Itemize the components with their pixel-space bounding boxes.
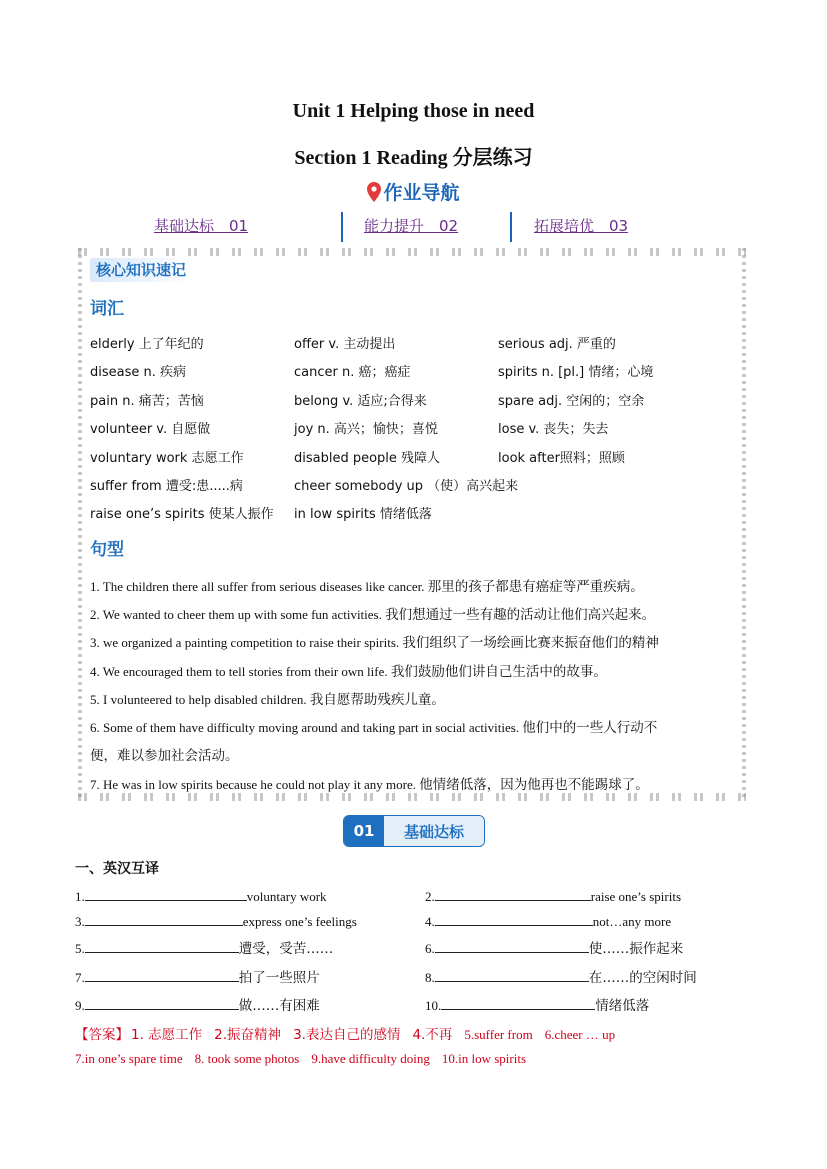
badge-number: 01 bbox=[344, 816, 384, 846]
answer-item: 9.have difficulty doing bbox=[311, 1051, 430, 1066]
vocab-item: spirits n. [pl.] 情绪；心境 bbox=[498, 365, 654, 380]
level-badge-basic bbox=[343, 815, 485, 847]
location-pin-icon bbox=[367, 182, 381, 207]
nav-link-extension[interactable]: 拓展培优 03 bbox=[534, 217, 629, 235]
answer-item: 8. took some photos bbox=[194, 1051, 300, 1066]
core-knowledge-kicker: 核心知识速记 bbox=[90, 258, 192, 282]
nav-link-ability[interactable]: 能力提升 02 bbox=[364, 217, 459, 235]
exercise-item: 5. 遭受，受苦…… bbox=[75, 941, 334, 957]
exercise-item: 10. 情绪低落 bbox=[425, 998, 650, 1014]
vocab-item: lose v. 丧失；失去 bbox=[498, 422, 609, 437]
nav-divider bbox=[510, 212, 512, 242]
sentence-item: 7. He was in low spirits because he could not play it any more. 他情绪低落，因为他再也不能踢球了。 bbox=[90, 777, 649, 793]
answer-line-2 bbox=[75, 1051, 538, 1067]
vocab-item: serious adj. 严重的 bbox=[498, 337, 616, 352]
answer-item: 4.不再 bbox=[412, 1027, 453, 1043]
vocab-item: voluntary work 志愿工作 bbox=[90, 451, 244, 466]
page-title: Unit 1 Helping those in need bbox=[292, 100, 535, 122]
homework-nav-heading bbox=[0, 178, 827, 207]
answer-blank[interactable] bbox=[435, 969, 589, 982]
answer-blank[interactable] bbox=[85, 969, 239, 982]
vocab-item: disease n. 疾病 bbox=[90, 365, 187, 380]
answer-blank[interactable] bbox=[85, 940, 239, 953]
nav-link-basic[interactable]: 基础达标 01 bbox=[154, 217, 249, 235]
exercise-item: 2. raise one’s spirits bbox=[425, 889, 682, 904]
exercise-item: 4. not…any more bbox=[425, 914, 672, 929]
answer-item: 1. 志愿工作 bbox=[131, 1027, 203, 1043]
answer-blank[interactable] bbox=[435, 913, 593, 926]
answer-item: 10.in low spirits bbox=[441, 1051, 527, 1066]
section-title: 一、英汉互译 bbox=[75, 861, 159, 877]
sentence-heading: 句型 bbox=[90, 540, 124, 560]
vocab-item: pain n. 痛苦；苦恼 bbox=[90, 394, 204, 409]
answer-blank[interactable] bbox=[85, 913, 243, 926]
vocab-item: cheer somebody up （使）高兴起来 bbox=[294, 479, 519, 494]
sentence-item: 2. We wanted to cheer them up with some fun activities. 我们想通过一些有趣的活动让他们高兴起来。 bbox=[90, 607, 656, 623]
vocab-item: raise one’s spirits 使某人振作 bbox=[90, 507, 274, 522]
sentence-item: 3. we organized a painting competition to raise their spirits. 我们组织了一场绘画比赛来振奋他们的精神 bbox=[90, 635, 659, 651]
exercise-item: 9. 做……有困难 bbox=[75, 998, 320, 1014]
exercise-item: 3. express one’s feelings bbox=[75, 914, 357, 929]
vocab-item: belong v. 适应;合得来 bbox=[294, 394, 427, 409]
answer-blank[interactable] bbox=[85, 997, 239, 1010]
sentence-item: 6. Some of them have difficulty moving around and taking part in social activities. 他们中的一些人行动不 bbox=[90, 720, 658, 736]
answer-blank[interactable] bbox=[85, 888, 247, 901]
exercise-item: 6. 使……振作起来 bbox=[425, 941, 684, 957]
vocab-heading: 词汇 bbox=[90, 299, 124, 319]
vocab-item: cancer n. 癌；癌症 bbox=[294, 365, 411, 380]
sentence-item: 4. We encouraged them to tell stories from their own life. 我们鼓励他们讲自己生活中的故事。 bbox=[90, 664, 607, 680]
answer-line-1 bbox=[75, 1023, 627, 1043]
sentence-item-continued: 便，难以参加社会活动。 bbox=[90, 748, 239, 764]
exercise-item: 8. 在……的空闲时间 bbox=[425, 970, 697, 986]
exercise-item: 7. 拍了一些照片 bbox=[75, 970, 320, 986]
exercise-item: 1. voluntary work bbox=[75, 889, 327, 904]
nav-divider bbox=[341, 212, 343, 242]
vocab-item: elderly 上了年纪的 bbox=[90, 337, 204, 352]
vocab-item: volunteer v. 自愿做 bbox=[90, 422, 211, 437]
answer-blank[interactable] bbox=[435, 888, 591, 901]
vocab-item: offer v. 主动提出 bbox=[294, 337, 396, 352]
vocab-item: disabled people 残障人 bbox=[294, 451, 441, 466]
vocab-item: spare adj. 空闲的；空余 bbox=[498, 394, 645, 409]
answer-item: 6.cheer … up bbox=[544, 1027, 616, 1042]
answer-item: 3.表达自己的感情 bbox=[293, 1027, 401, 1043]
answer-item: 7.in one’s spare time bbox=[75, 1051, 183, 1066]
answer-item: 5.suffer from bbox=[464, 1027, 533, 1042]
vocab-item: suffer from 遭受:患.....病 bbox=[90, 479, 243, 494]
answer-tag: 【答案】 bbox=[75, 1027, 129, 1043]
sentence-item: 5. I volunteered to help disabled children. 我自愿帮助残疾儿童。 bbox=[90, 692, 445, 708]
answer-blank[interactable] bbox=[435, 940, 589, 953]
vocab-item: look after照料；照顾 bbox=[498, 451, 625, 466]
badge-label: 基础达标 bbox=[384, 816, 484, 846]
nav-heading-text: 作业导航 bbox=[383, 182, 460, 204]
answer-item: 2.振奋精神 bbox=[214, 1027, 282, 1043]
page-subtitle: Section 1 Reading 分层练习 bbox=[294, 147, 533, 169]
answer-blank[interactable] bbox=[441, 997, 595, 1010]
sentence-item: 1. The children there all suffer from serious diseases like cancer. 那里的孩子都患有癌症等严重疾病。 bbox=[90, 579, 644, 595]
vocab-item: joy n. 高兴；愉快；喜悦 bbox=[294, 422, 438, 437]
vocab-item: in low spirits 情绪低落 bbox=[294, 507, 432, 522]
